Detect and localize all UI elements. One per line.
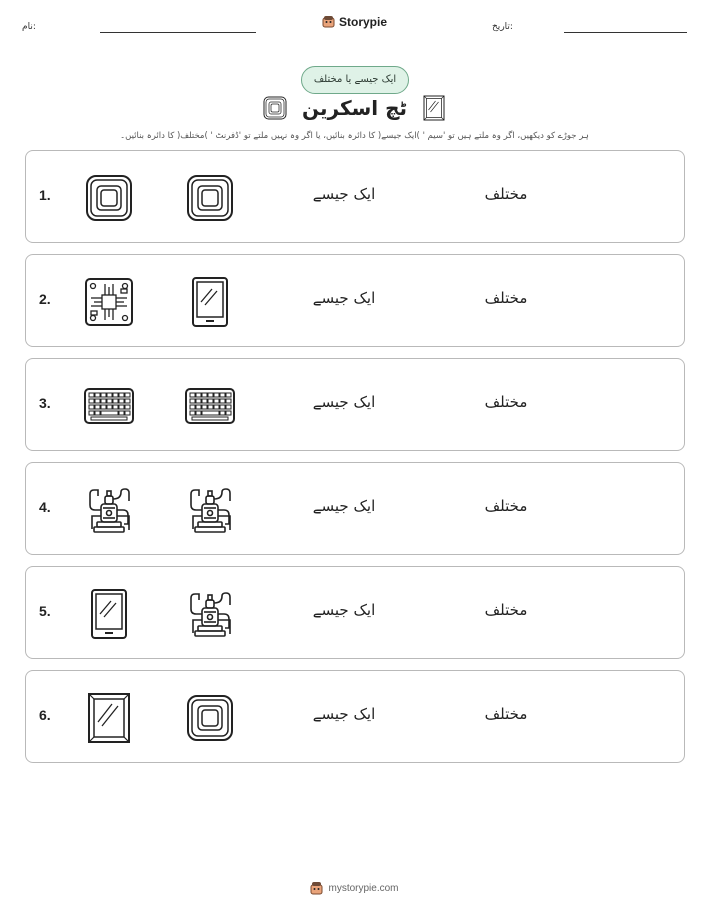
question-row: [25, 254, 685, 347]
touch-screen-icon: [184, 172, 236, 224]
date-field-line[interactable]: [564, 32, 687, 33]
touch-screen-icon: [184, 692, 236, 744]
glass-panel-icon: [421, 95, 447, 121]
different-option[interactable]: مختلف: [484, 497, 528, 515]
left-picture: [83, 276, 135, 328]
right-picture: [184, 276, 236, 328]
tablet-icon: [83, 588, 135, 640]
machine-pipes-icon: [184, 484, 236, 536]
machine-pipes-icon: [83, 484, 135, 536]
glass-panel-icon: [83, 692, 135, 744]
right-picture: [184, 380, 236, 432]
right-picture: [184, 692, 236, 744]
different-option[interactable]: مختلف: [484, 705, 528, 723]
right-picture: [184, 484, 236, 536]
same-option[interactable]: ایک جیسے: [312, 601, 376, 619]
same-option[interactable]: ایک جیسے: [312, 289, 376, 307]
question-row: [25, 566, 685, 659]
right-picture: [184, 588, 236, 640]
question-row: [25, 150, 685, 243]
keyboard-icon: [83, 380, 135, 432]
brand: [0, 13, 709, 32]
touch-screen-icon: [83, 172, 135, 224]
same-option[interactable]: ایک جیسے: [312, 185, 376, 203]
question-row: [25, 670, 685, 763]
footer: [0, 880, 709, 899]
circuit-board-icon: [83, 276, 135, 328]
instructions: ہر جوڑے کو دیکھیں، اگر وہ ملتے ہیں تو 'سیم ' )ایک جیسے( کا دائرہ بنائیں، یا اگر وہ نہیں ملتے تو 'ڈفرنٹ ' )مختلف( کا دائرہ بنائیں۔: [120, 131, 589, 141]
tablet-icon: [184, 276, 236, 328]
right-picture: [184, 172, 236, 224]
footer-website[interactable]: mystorypie.com: [328, 882, 399, 894]
question-number: 3.: [39, 395, 51, 411]
question-number: 5.: [39, 603, 51, 619]
worksheet-header: [0, 10, 709, 50]
question-number: 6.: [39, 707, 51, 723]
different-option[interactable]: مختلف: [484, 601, 528, 619]
different-option[interactable]: مختلف: [484, 289, 528, 307]
brand-name: Storypie: [338, 14, 387, 29]
left-picture: [83, 172, 135, 224]
same-option[interactable]: ایک جیسے: [312, 705, 376, 723]
question-row: [25, 358, 685, 451]
storypie-logo-icon: [310, 881, 323, 895]
touch-screen-icon: [262, 95, 288, 121]
left-picture: [83, 380, 135, 432]
name-field-line[interactable]: [100, 32, 256, 33]
question-list: [25, 150, 685, 774]
same-option[interactable]: ایک جیسے: [312, 497, 376, 515]
left-picture: [83, 484, 135, 536]
storypie-logo-icon: [322, 15, 335, 28]
page-title: ٹچ اسکرین: [302, 96, 407, 120]
question-number: 2.: [39, 291, 51, 307]
keyboard-icon: [184, 380, 236, 432]
machine-pipes-icon: [184, 588, 236, 640]
date-label: تاریخ:: [492, 22, 513, 32]
title-row: [0, 93, 709, 123]
left-picture: [83, 588, 135, 640]
question-row: [25, 462, 685, 555]
different-option[interactable]: مختلف: [484, 185, 528, 203]
question-number: 1.: [39, 187, 51, 203]
question-number: 4.: [39, 499, 51, 515]
same-option[interactable]: ایک جیسے: [312, 393, 376, 411]
activity-badge: ایک جیسے یا مختلف: [301, 66, 409, 94]
left-picture: [83, 692, 135, 744]
different-option[interactable]: مختلف: [484, 393, 528, 411]
name-label: نام:: [22, 22, 36, 32]
